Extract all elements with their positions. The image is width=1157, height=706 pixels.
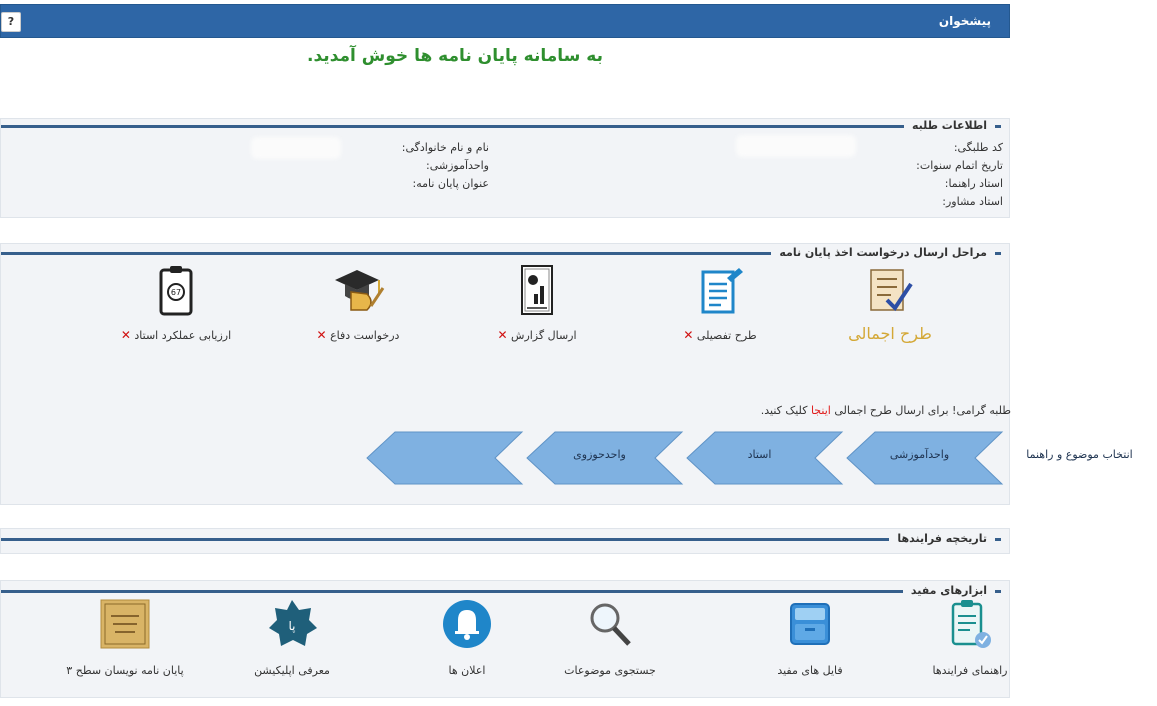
step-teacher-evaluation-label [106, 328, 246, 342]
magnifier-icon [585, 598, 635, 650]
step-send-report-text: ارسال گزارش [511, 329, 577, 342]
status-incomplete-icon: ✕ [120, 328, 131, 342]
tool-topic-search[interactable] [540, 598, 680, 677]
redacted-value [251, 137, 341, 159]
history-panel [0, 528, 1010, 554]
tool-app-intro[interactable] [222, 598, 362, 677]
status-incomplete-icon: ✕ [316, 328, 327, 342]
workflow-step-seminary [367, 432, 626, 484]
checklist-icon [863, 266, 917, 316]
advisor-label: استاد مشاور: [942, 195, 1003, 208]
step-detailed-plan-text: طرح تفصیلی [696, 329, 757, 342]
step-send-report[interactable] [467, 264, 607, 342]
steps-title: مراحل ارسال درخواست اخذ پایان نامه [771, 246, 995, 259]
section-divider [1, 590, 1001, 593]
student-info-title: اطلاعات طلبه [904, 119, 995, 132]
bell-icon [442, 598, 492, 650]
step-teacher-evaluation[interactable] [106, 264, 246, 342]
status-incomplete-icon: ✕ [497, 328, 508, 342]
unit-label: واحدآموزشی: [426, 159, 489, 172]
status-incomplete-icon: ✕ [683, 328, 694, 342]
help-button[interactable]: ? [1, 12, 21, 32]
thesis-title-label: عنوان پایان نامه: [412, 177, 489, 190]
report-icon [510, 264, 564, 316]
here-link[interactable]: اینجا [810, 404, 831, 417]
workflow-step-unit-label: واحدآموزشی [889, 448, 950, 461]
tools-title: ابزارهای مفید [903, 584, 995, 597]
tool-notifications[interactable] [397, 598, 537, 677]
document-edit-icon [693, 266, 747, 316]
step-teacher-evaluation-text: ارزیابی عملکرد استاد [134, 329, 232, 342]
chevron-shape [367, 432, 522, 484]
section-divider [1, 125, 1001, 128]
clipboard-icon [149, 264, 203, 316]
supervisor-label: استاد راهنما: [944, 177, 1003, 190]
tool-level3-writers[interactable] [55, 598, 195, 677]
book-cover-icon [99, 598, 151, 650]
instruction-text [761, 404, 1011, 417]
tool-notifications-label: اعلان ها [448, 664, 486, 677]
tool-topic-search-label: جستجوی موضوعات [564, 664, 656, 677]
instruction-before: طلبه گرامی! برای ارسال طرح اجمالی [830, 404, 1011, 417]
student-code-label: کد طلبگی: [953, 141, 1003, 154]
step-defense-request-text: درخواست دفاع [330, 329, 400, 342]
fullname-label: نام و نام خانوادگی: [401, 141, 489, 154]
tool-process-guide-label: راهنمای فرایندها [932, 664, 1008, 677]
app-logo-icon [265, 598, 319, 650]
instruction-after: کلیک کنید. [760, 404, 811, 417]
step-detailed-plan-label [650, 328, 790, 342]
student-info-panel [0, 118, 1010, 218]
workflow-step-teacher-label: استاد [747, 448, 772, 461]
guide-icon [945, 598, 995, 650]
tool-app-intro-label: معرفی اپلیکیشن [254, 664, 330, 677]
tool-useful-files[interactable] [740, 598, 880, 677]
file-cabinet-icon [785, 598, 835, 650]
section-divider [1, 538, 1001, 541]
welcome-message: به سامانه پایان نامه ها خوش آمدید. [307, 46, 603, 66]
graduation-cap-icon [331, 266, 385, 316]
end-date-label: تاریخ اتمام سنوات: [916, 159, 1003, 172]
svg-text:67: 67 [170, 288, 182, 297]
workflow-step-seminary-label: واحدحوزوی [573, 448, 626, 461]
redacted-value [736, 135, 856, 157]
step-defense-request[interactable] [288, 266, 428, 342]
header-bar [0, 4, 1010, 38]
step-detailed-plan[interactable] [650, 266, 790, 342]
tool-useful-files-label: فایل های مفید [777, 664, 843, 677]
step-defense-request-label [288, 328, 428, 342]
step-outline-plan-label: طرح اجمالی [848, 324, 932, 343]
tool-level3-writers-label: پایان نامه نویسان سطح ۳ [66, 664, 184, 677]
svg-text:پا: پا [288, 619, 296, 633]
workflow-step-topic-label: انتخاب موضوع و راهنما [1026, 448, 1133, 461]
step-outline-plan[interactable] [820, 266, 960, 343]
page-title: پیشخوان [938, 14, 991, 28]
history-title[interactable]: تاریخچه فرایندها [889, 532, 995, 545]
step-send-report-label [467, 328, 607, 342]
tool-process-guide[interactable] [900, 598, 1040, 677]
